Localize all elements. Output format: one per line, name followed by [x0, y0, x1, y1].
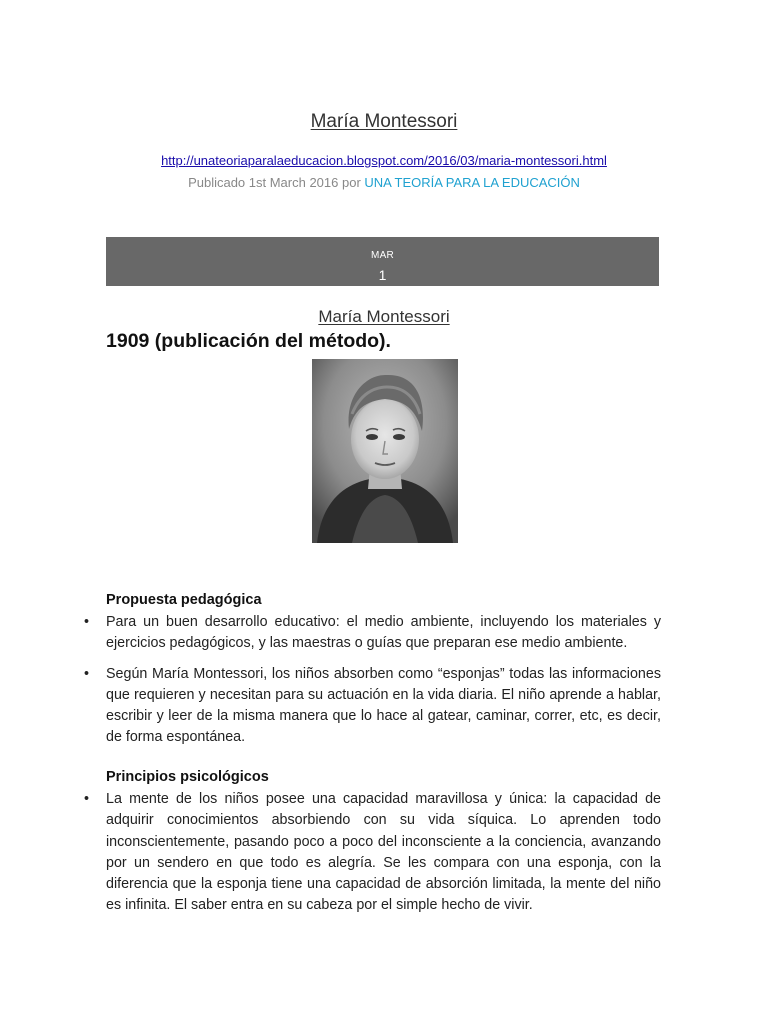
- list-item: [84, 789, 661, 917]
- date-month: MAR: [370, 250, 395, 261]
- section-title-propuesta: Propuesta pedagógica: [106, 592, 262, 608]
- source-url-link[interactable]: http://unateoriaparalaeducacion.blogspot.com/2016/03/maria-montessori.html: [161, 153, 607, 168]
- published-date-text: Publicado 1st March 2016 por: [188, 175, 365, 190]
- bullet-dot: •: [84, 665, 90, 682]
- list-item-text: La mente de los niños posee una capacidad maravillosa y única: la capacidad de adquirir conocimientos absorbiendo con su vida síquica. Lo aprenden todo inconscientemente, pasando poco a poco del inconsciente a la conciencia, avanzando por un sendero en que todo es alegría. Se les compara con una esponja, con la diferencia que la esponja tiene una capacidad de absorción limitada, la mente del niño es infinita. El saber entra en su cabeza por el simple hecho de vivir.: [106, 791, 661, 914]
- section-title-principios: Principios psicológicos: [106, 769, 269, 785]
- portrait-photo: [312, 359, 458, 543]
- byline: [0, 175, 768, 190]
- post-heading: 1909 (publicación del método).: [106, 330, 391, 352]
- list-item: [84, 612, 661, 655]
- bullet-dot: •: [84, 614, 90, 630]
- bullet-dot: •: [84, 791, 90, 807]
- list-item-text: Para un buen desarrollo educativo: el medio ambiente, incluyendo los materiales y ejercicios pedagógicos, y las maestras o guías que preparan ese medio ambiente.: [106, 614, 661, 652]
- date-day: 1: [378, 267, 387, 283]
- page-title: María Montessori: [310, 111, 458, 132]
- date-banner: [106, 237, 659, 286]
- bullet-list-propuesta: [84, 612, 661, 758]
- post-title[interactable]: María Montessori: [318, 307, 450, 326]
- list-item: [84, 664, 661, 749]
- author-link[interactable]: UNA TEORÍA PARA LA EDUCACIÓN: [364, 175, 580, 190]
- bullet-list-principios: [84, 789, 661, 926]
- list-item-text: Según María Montessori, los niños absorben como “esponjas” todas las informaciones que requieren y necesitan para su actuación en la vida diaria. El niño aprende a hablar, escribir y leer de la misma manera que lo hace al gatear, caminar, correr, etc, es decir, de forma espontánea.: [106, 665, 661, 746]
